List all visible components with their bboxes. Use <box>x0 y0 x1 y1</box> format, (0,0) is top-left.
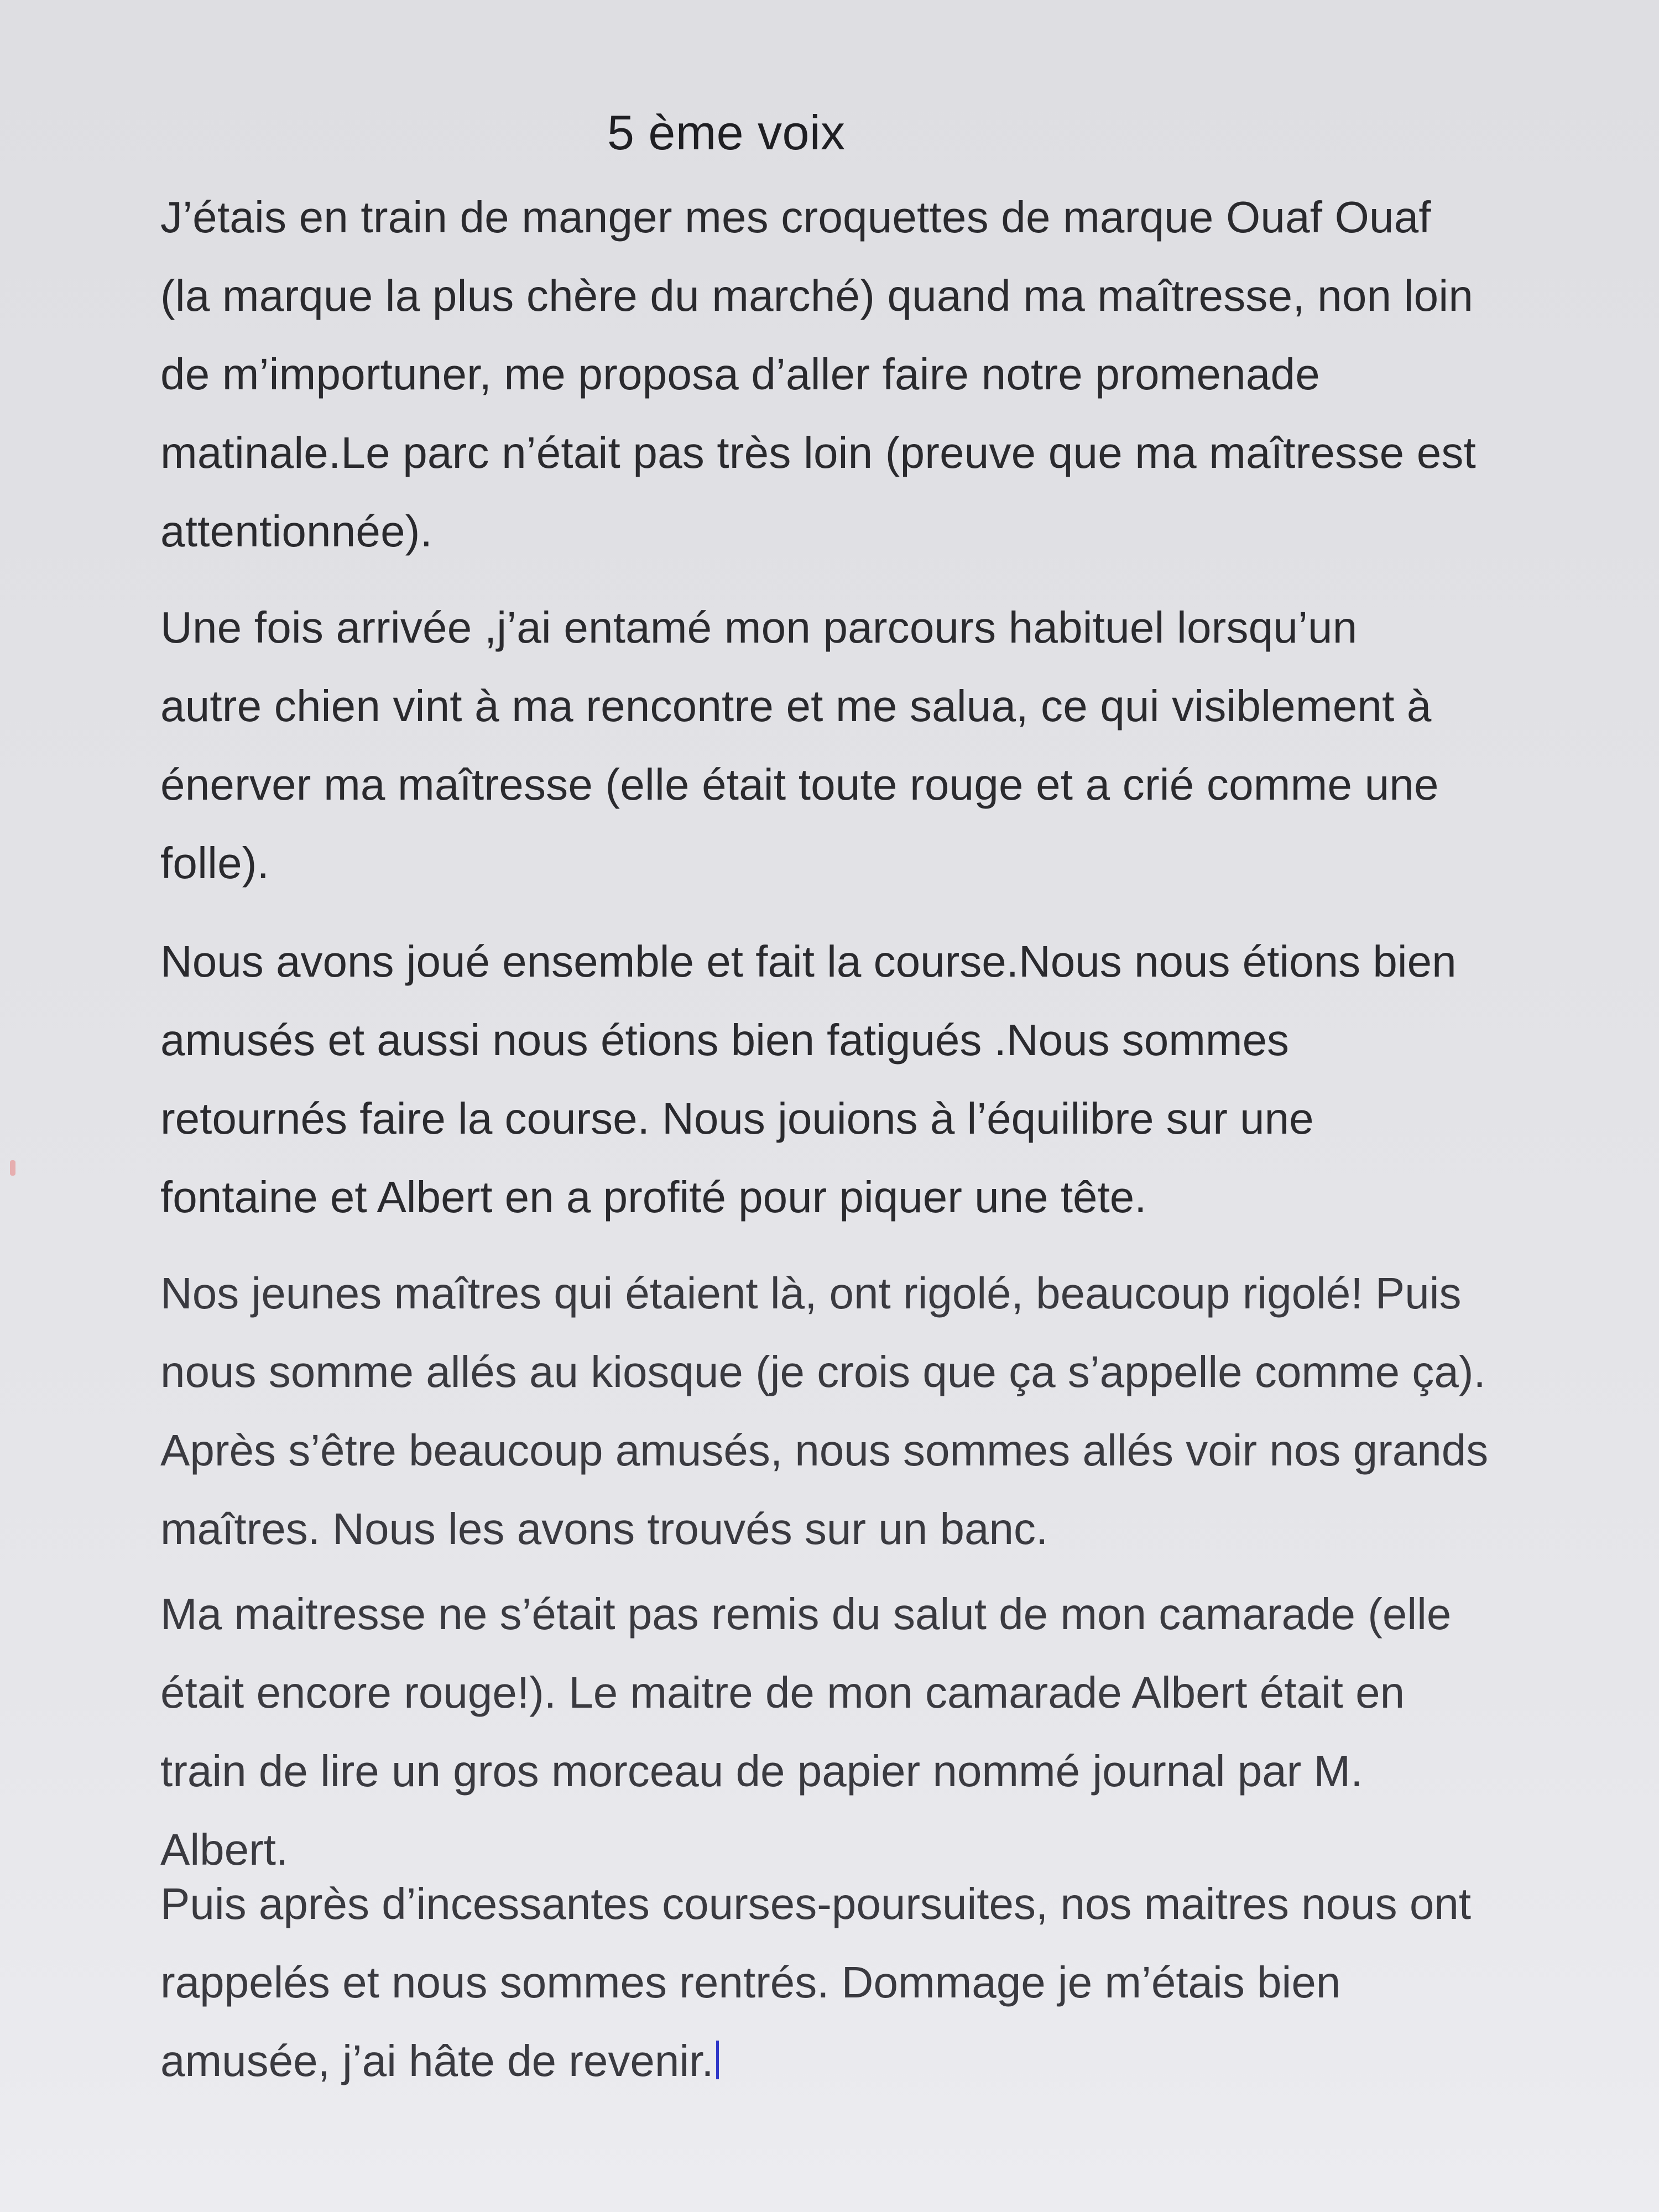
last-line-text: amusée, j’ai hâte de revenir. <box>160 2036 714 2085</box>
text-line: J’étais en train de manger mes croquettes de marque Ouaf Ouaf <box>160 192 1431 242</box>
text-line: de m’importuner, me proposa d’aller faire notre promenade <box>160 349 1320 399</box>
text-line: énerver ma maîtresse (elle était toute rouge et a crié comme une <box>160 760 1439 809</box>
text-line: autre chien vint à ma rencontre et me salua, ce qui visiblement à <box>160 681 1432 731</box>
text-line: folle). <box>160 838 270 888</box>
text-line: attentionnée). <box>160 507 433 556</box>
text-line: retournés faire la course. Nous jouions à l’équilibre sur une <box>160 1094 1314 1143</box>
paragraph-6 <box>160 1865 1626 2100</box>
text-line: amusés et aussi nous étions bien fatigués .Nous sommes <box>160 1015 1290 1065</box>
text-line: maîtres. Nous les avons trouvés sur un banc. <box>160 1504 1048 1553</box>
text-line: rappelés et nous sommes rentrés. Dommage je m’étais bien <box>160 1958 1341 2007</box>
text-line: train de lire un gros morceau de papier nommé journal par M. <box>160 1746 1363 1796</box>
text-line: était encore rouge!). Le maitre de mon camarade Albert était en <box>160 1668 1405 1717</box>
document-title: 5 ème voix <box>607 105 846 160</box>
text-line: Nous avons joué ensemble et fait la course.Nous nous étions bien <box>160 937 1457 986</box>
text-cursor <box>716 2041 719 2079</box>
text-line: Albert. <box>160 1825 289 1874</box>
text-line: nous somme allés au kiosque (je crois que ça s’appelle comme ça). <box>160 1347 1486 1396</box>
margin-mark <box>10 1160 15 1176</box>
text-line: Après s’être beaucoup amusés, nous sommes allés voir nos grands <box>160 1426 1489 1475</box>
paragraph-4 <box>160 1254 1626 1568</box>
text-line: matinale.Le parc n’était pas très loin (preuve que ma maîtresse est <box>160 428 1477 477</box>
text-line: Une fois arrivée ,j’ai entamé mon parcours habituel lorsqu’un <box>160 603 1358 652</box>
text-line: Ma maitresse ne s’était pas remis du salut de mon camarade (elle <box>160 1589 1452 1639</box>
last-text-line <box>160 2022 1626 2100</box>
text-line: (la marque la plus chère du marché) quand ma maîtresse, non loin <box>160 271 1474 320</box>
paragraph-1 <box>160 178 1626 571</box>
paragraph-5 <box>160 1575 1626 1889</box>
text-line: fontaine et Albert en a profité pour piquer une tête. <box>160 1172 1147 1222</box>
text-line: Nos jeunes maîtres qui étaient là, ont rigolé, beaucoup rigolé! Puis <box>160 1269 1462 1318</box>
paragraph-2 <box>160 588 1626 902</box>
text-line: Puis après d’incessantes courses-poursuites, nos maitres nous ont <box>160 1879 1472 1928</box>
paragraph-3 <box>160 922 1626 1237</box>
